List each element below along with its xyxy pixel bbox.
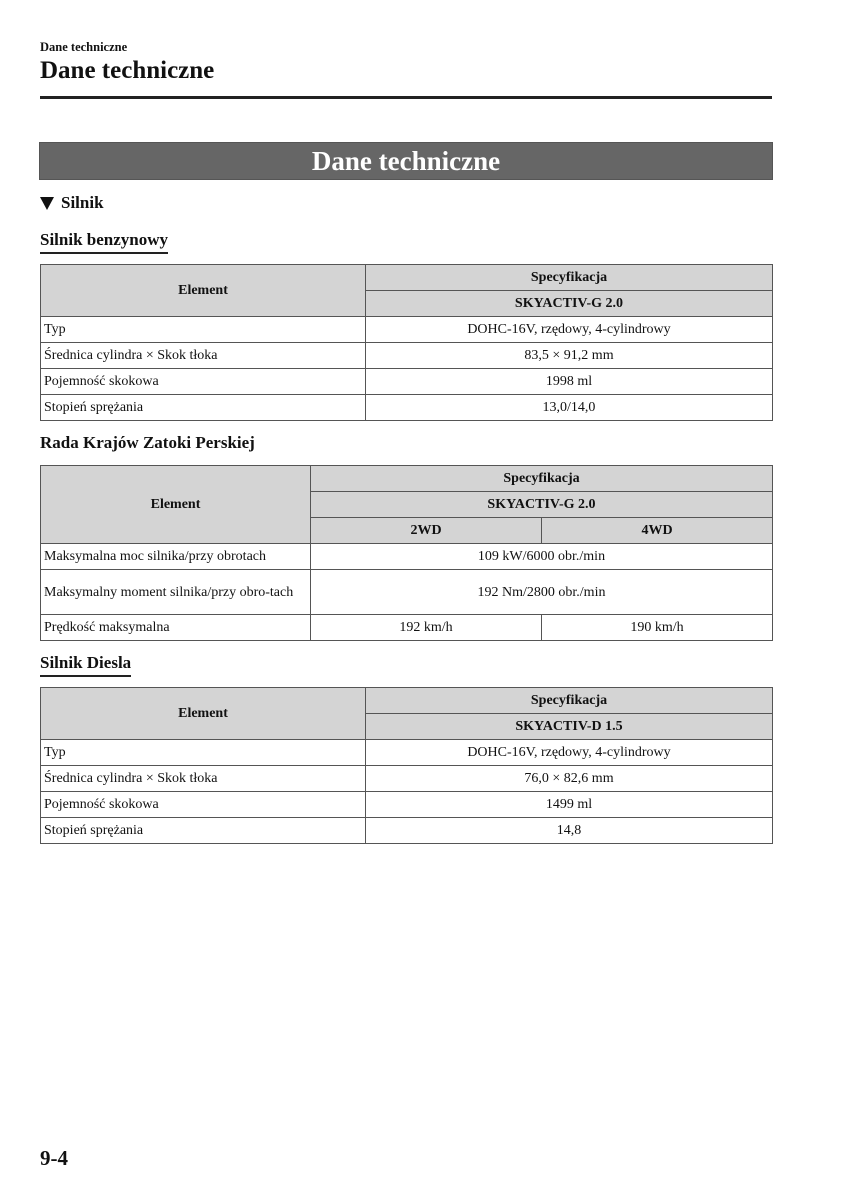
- row-label: Maksymalna moc silnika/przy obrotach: [41, 544, 311, 570]
- table-header-element: Element: [41, 688, 366, 740]
- section-banner: Dane techniczne: [39, 142, 773, 180]
- row-label: Maksymalny moment silnika/przy obro-tach: [41, 570, 311, 615]
- gcc-spec-table: [40, 465, 773, 641]
- row-label: Pojemność skokowa: [41, 792, 366, 818]
- table-row: [41, 818, 773, 844]
- row-label: Stopień sprężania: [41, 395, 366, 421]
- row-value: 13,0/14,0: [366, 395, 773, 421]
- table-header-4wd: 4WD: [542, 518, 773, 544]
- section-heading-silnik: [40, 193, 104, 213]
- table-row: [41, 369, 773, 395]
- row-label: Prędkość maksymalna: [41, 615, 311, 641]
- row-label: Średnica cylindra × Skok tłoka: [41, 766, 366, 792]
- row-value: 83,5 × 91,2 mm: [366, 343, 773, 369]
- table-header-spec: Specyfikacja: [366, 265, 773, 291]
- row-label: Typ: [41, 317, 366, 343]
- table-header-2wd: 2WD: [311, 518, 542, 544]
- title-rule: [40, 96, 772, 99]
- row-label: Stopień sprężania: [41, 818, 366, 844]
- row-value: 1499 ml: [366, 792, 773, 818]
- table-row: [41, 395, 773, 421]
- row-value: 1998 ml: [366, 369, 773, 395]
- row-value-4wd: 190 km/h: [542, 615, 773, 641]
- diesel-heading: Silnik Diesla: [40, 653, 131, 677]
- triangle-down-icon: [40, 197, 54, 210]
- table-header-model: SKYACTIV-G 2.0: [366, 291, 773, 317]
- table-header-model: SKYACTIV-G 2.0: [311, 492, 773, 518]
- row-label: Pojemność skokowa: [41, 369, 366, 395]
- table-row: [41, 343, 773, 369]
- table-row: [41, 766, 773, 792]
- running-head: Dane techniczne: [40, 40, 128, 54]
- section-heading-label: Silnik: [61, 193, 104, 212]
- row-value-2wd: 192 km/h: [311, 615, 542, 641]
- table-row: [41, 570, 773, 615]
- table-header-element: Element: [41, 265, 366, 317]
- table-header-spec: Specyfikacja: [311, 466, 773, 492]
- table-row: [41, 615, 773, 641]
- table-header-model: SKYACTIV-D 1.5: [366, 714, 773, 740]
- row-label: Średnica cylindra × Skok tłoka: [41, 343, 366, 369]
- table-row: [41, 792, 773, 818]
- row-label: Typ: [41, 740, 366, 766]
- table-row: [41, 317, 773, 343]
- page-number: 9-4: [40, 1146, 68, 1170]
- row-value: 14,8: [366, 818, 773, 844]
- gcc-heading: Rada Krajów Zatoki Perskiej: [40, 433, 255, 452]
- table-row: [41, 544, 773, 570]
- row-value: DOHC-16V, rzędowy, 4-cylindrowy: [366, 740, 773, 766]
- row-value: 192 Nm/2800 obr./min: [311, 570, 773, 615]
- page-title: Dane techniczne: [40, 57, 215, 84]
- row-value: DOHC-16V, rzędowy, 4-cylindrowy: [366, 317, 773, 343]
- table-header-spec: Specyfikacja: [366, 688, 773, 714]
- table-row: [41, 740, 773, 766]
- petrol-spec-table: [40, 264, 773, 421]
- table-header-element: Element: [41, 466, 311, 544]
- row-value: 76,0 × 82,6 mm: [366, 766, 773, 792]
- row-value: 109 kW/6000 obr./min: [311, 544, 773, 570]
- diesel-spec-table: [40, 687, 773, 844]
- petrol-heading: Silnik benzynowy: [40, 230, 168, 254]
